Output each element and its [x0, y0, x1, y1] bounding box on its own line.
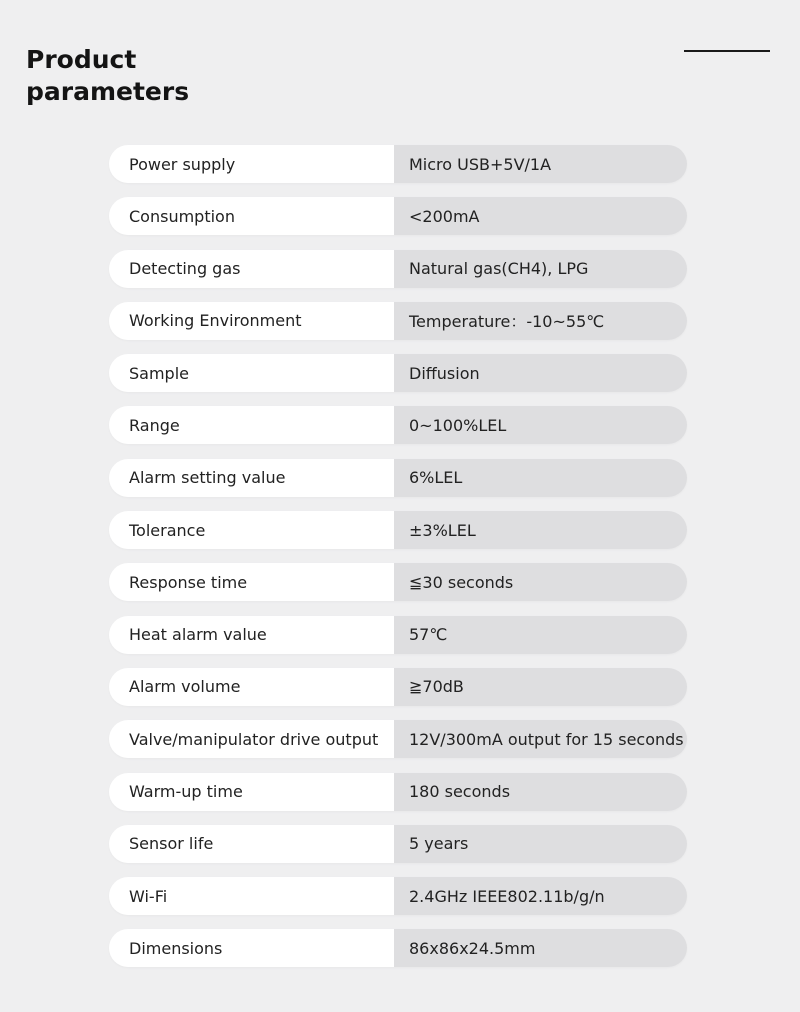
parameter-value: 86x86x24.5mm: [394, 929, 687, 967]
parameter-label: Sample: [109, 354, 394, 392]
parameter-value: Micro USB+5V/1A: [394, 145, 687, 183]
parameter-label: Wi-Fi: [109, 877, 394, 915]
table-row: [109, 825, 687, 863]
table-row: [109, 563, 687, 601]
table-row: [109, 354, 687, 392]
page-title: [26, 44, 189, 108]
table-row: [109, 929, 687, 967]
parameter-value: ±3%LEL: [394, 511, 687, 549]
parameter-value: 2.4GHz IEEE802.11b/g/n: [394, 877, 687, 915]
table-row: [109, 773, 687, 811]
page-title-line-2: parameters: [26, 77, 190, 106]
decorative-line: [684, 50, 770, 52]
parameter-label: Working Environment: [109, 302, 394, 340]
parameter-value: 0~100%LEL: [394, 406, 687, 444]
table-row: [109, 511, 687, 549]
parameter-label: Tolerance: [109, 511, 394, 549]
parameter-value: Diffusion: [394, 354, 687, 392]
parameter-label: Response time: [109, 563, 394, 601]
parameter-value: 57℃: [394, 616, 687, 654]
parameter-value: <200mA: [394, 197, 687, 235]
table-row: [109, 145, 687, 183]
parameter-label: Sensor life: [109, 825, 394, 863]
parameter-label: Warm-up time: [109, 773, 394, 811]
parameter-value: Temperature：-10~55℃: [394, 302, 687, 340]
parameter-value: 5 years: [394, 825, 687, 863]
table-row: [109, 250, 687, 288]
parameter-label: Heat alarm value: [109, 616, 394, 654]
parameter-label: Consumption: [109, 197, 394, 235]
table-row: [109, 302, 687, 340]
parameter-label: Dimensions: [109, 929, 394, 967]
parameter-value: Natural gas(CH4), LPG: [394, 250, 687, 288]
parameter-value: ≧70dB: [394, 668, 687, 706]
table-row: [109, 877, 687, 915]
parameter-label: Alarm setting value: [109, 459, 394, 497]
parameter-label: Alarm volume: [109, 668, 394, 706]
table-row: [109, 720, 687, 758]
table-row: [109, 616, 687, 654]
parameters-table: [109, 145, 687, 982]
table-row: [109, 668, 687, 706]
page-title-line-1: Product: [26, 45, 137, 74]
table-row: [109, 459, 687, 497]
parameter-label: Detecting gas: [109, 250, 394, 288]
table-row: [109, 406, 687, 444]
parameter-label: Power supply: [109, 145, 394, 183]
parameter-value: ≦30 seconds: [394, 563, 687, 601]
parameter-label: Valve/manipulator drive output: [109, 720, 394, 758]
table-row: [109, 197, 687, 235]
parameter-label: Range: [109, 406, 394, 444]
parameter-value: 12V/300mA output for 15 seconds: [394, 720, 687, 758]
parameter-value: 180 seconds: [394, 773, 687, 811]
parameter-value: 6%LEL: [394, 459, 687, 497]
